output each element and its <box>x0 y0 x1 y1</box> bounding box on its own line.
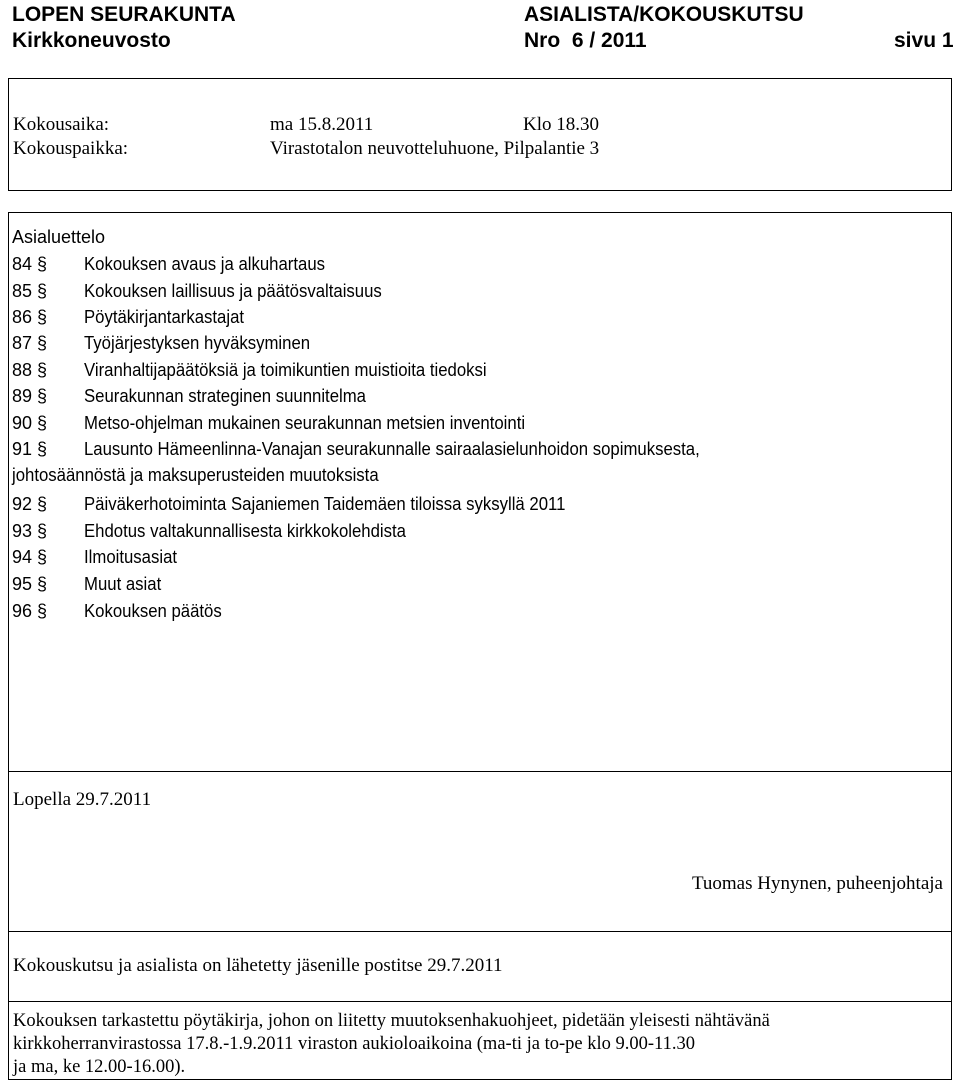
agenda-item-title: Työjärjestyksen hyväksyminen <box>84 333 311 353</box>
agenda-item <box>12 279 404 303</box>
agenda-item <box>12 411 558 435</box>
agenda-item <box>12 305 256 329</box>
agenda-item-title: Viranhaltijapäätöksiä ja toimikuntien muistioita tiedoksi <box>84 360 487 380</box>
agenda-item-continuation: johtosäännöstä ja maksuperusteiden muutoksista <box>12 465 379 485</box>
agenda-item-number: 92 § <box>12 494 48 514</box>
agenda-item-title: Lausunto Hämeenlinna-Vanajan seurakunnalle sairaalasielunhoidon sopimuksesta, <box>84 439 700 459</box>
meeting-info-box <box>8 78 952 191</box>
agenda-item <box>12 358 517 382</box>
agenda-item-number: 93 § <box>12 521 48 541</box>
agenda-item <box>12 545 184 569</box>
agenda-item-number: 90 § <box>12 413 48 433</box>
signature-place-date: Lopella 29.7.2011 <box>13 789 152 810</box>
agenda-item <box>12 599 232 623</box>
agenda-item-title: Ilmoitusasiat <box>84 547 178 567</box>
meeting-place-label: Kokouspaikka: <box>13 138 129 159</box>
meeting-date: ma 15.8.2011 <box>270 114 374 135</box>
document-number: Nro 6 / 2011 <box>524 29 647 52</box>
agenda-item-number: 86 § <box>12 307 48 327</box>
agenda-item-title: Pöytäkirjantarkastajat <box>84 307 245 327</box>
agenda-item-number: 87 § <box>12 333 48 353</box>
agenda-item-number: 89 § <box>12 386 48 406</box>
agenda-item-number: 84 § <box>12 254 48 274</box>
minutes-box <box>8 1002 952 1080</box>
agenda-item-number: 95 § <box>12 574 48 594</box>
agenda-title: Asialuettelo <box>12 227 106 247</box>
document-type: ASIALISTA/KOKOUSKUTSU <box>524 3 804 26</box>
agenda-item-number: 88 § <box>12 360 48 380</box>
agenda-item <box>12 519 430 543</box>
agenda-item-title: Päiväkerhotoiminta Sajaniemen Taidemäen tiloissa syksyllä 2011 <box>84 494 566 514</box>
agenda-item <box>12 492 602 516</box>
notice-box <box>8 932 952 1002</box>
agenda-item-number: 94 § <box>12 547 48 567</box>
meeting-place: Virastotalon neuvotteluhuone, Pilpalantie 3 <box>270 138 600 159</box>
agenda-item-title: Muut asiat <box>84 574 162 594</box>
invitation-sent-notice: Kokouskutsu ja asialista on lähetetty jäsenille postitse 29.7.2011 <box>13 955 503 976</box>
minutes-line-2: kirkkoherranvirastossa 17.8.-1.9.2011 viraston aukioloaikoina (ma-ti ja to-pe klo 9.00-11.30 <box>13 1034 695 1054</box>
page-number: sivu 1 <box>894 29 954 52</box>
agenda-item-title: Ehdotus valtakunnallisesta kirkkokolehdista <box>84 521 406 541</box>
agenda-item-title: Kokouksen laillisuus ja päätösvaltaisuus <box>84 281 382 301</box>
agenda-item-title: Metso-ohjelman mukainen seurakunnan metsien inventointi <box>84 413 526 433</box>
agenda-item-number: 91 § <box>12 439 48 459</box>
agenda-item <box>12 252 343 276</box>
agenda-item <box>12 572 167 596</box>
minutes-line-1: Kokouksen tarkastettu pöytäkirja, johon on liitetty muutoksenhakuohjeet, pidetään yleisesti nähtävänä <box>13 1011 770 1031</box>
meeting-time-label: Kokousaika: <box>13 114 110 135</box>
agenda-item-number: 96 § <box>12 601 48 621</box>
agenda-item-title: Kokouksen avaus ja alkuhartaus <box>84 254 326 274</box>
meeting-time: Klo 18.30 <box>523 114 599 135</box>
signature-box <box>8 772 952 932</box>
signature-signer: Tuomas Hynynen, puheenjohtaja <box>691 873 943 894</box>
agenda-item-number: 85 § <box>12 281 48 301</box>
minutes-line-3: ja ma, ke 12.00-16.00). <box>13 1057 186 1077</box>
agenda-item-title: Kokouksen päätös <box>84 601 222 621</box>
governing-body: Kirkkoneuvosto <box>12 29 171 52</box>
agenda-item <box>12 331 327 355</box>
agenda-item-title: Seurakunnan strateginen suunnitelma <box>84 386 366 406</box>
agenda-item <box>12 384 387 408</box>
organization-name: LOPEN SEURAKUNTA <box>12 3 236 26</box>
agenda-item <box>12 437 746 461</box>
